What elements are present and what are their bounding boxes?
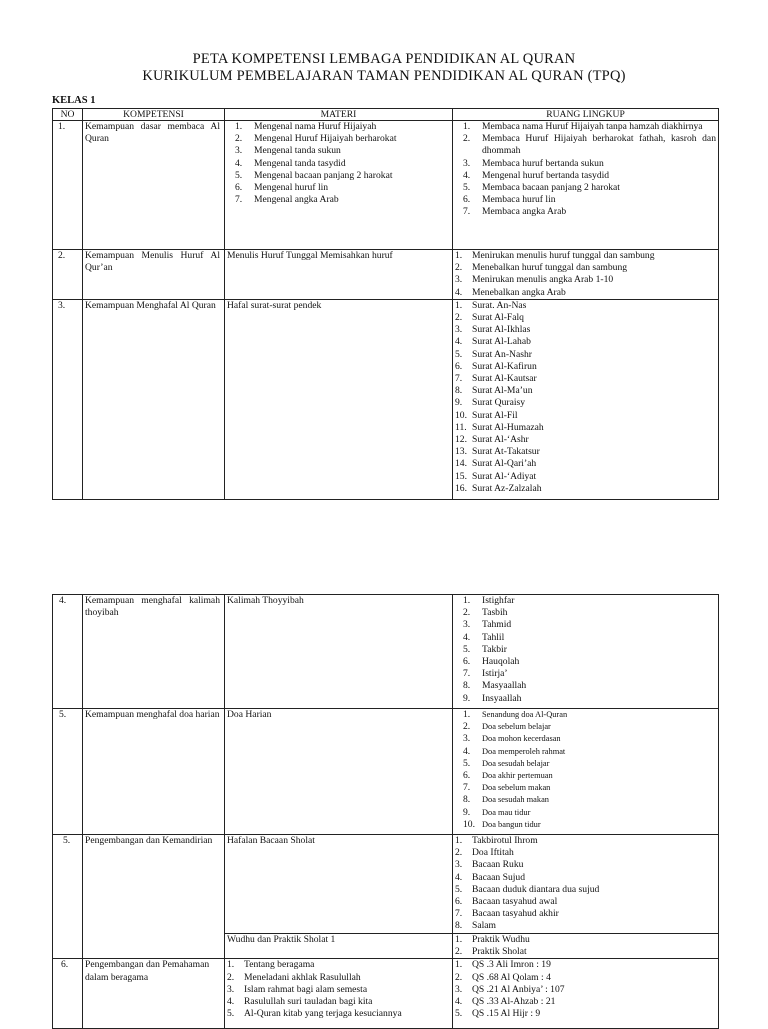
list-item: [455, 794, 716, 806]
list-item: [455, 361, 716, 373]
list-item: [455, 262, 716, 274]
list-item-text: Doa akhir pertemuan: [482, 771, 553, 781]
list-item-number: 6.: [463, 194, 471, 206]
list-item-text: Bacaan tasyahud awal: [472, 896, 558, 908]
list-item: [455, 170, 716, 182]
list-item: [455, 397, 716, 409]
list-item-number: 5.: [235, 169, 243, 181]
list-item-number: 2.: [455, 946, 463, 958]
header-no: NO: [53, 109, 83, 121]
list-item-text: Mengenal huruf lin: [254, 182, 329, 194]
list-item: [455, 859, 716, 871]
list-item-text: Mengenal nama Huruf Hijaiyah: [254, 121, 377, 132]
kompetensi-cell: Pengembangan dan Kemandirian: [83, 835, 225, 959]
ruang-lingkup-cell: [453, 121, 719, 250]
list-item: [455, 819, 716, 831]
list-item: [455, 972, 716, 984]
list-item-number: 5.: [455, 348, 463, 360]
kompetensi-cell: Kemampuan menghafal kalimah thoyibah: [83, 595, 225, 709]
list-item-number: 3.: [235, 145, 243, 157]
list-item-number: 6.: [463, 770, 471, 782]
list-item-text: Islam rahmat bagi alam semesta: [244, 983, 368, 995]
list-item: [455, 709, 716, 721]
list-item-text: Istighfar: [482, 595, 515, 606]
list-item-number: 3.: [227, 983, 235, 995]
materi-list: [227, 959, 450, 1020]
list-item: [455, 644, 716, 656]
list-item-text: Doa sebelum makan: [482, 783, 551, 793]
list-item-number: 8.: [463, 794, 471, 806]
list-item: [455, 250, 716, 262]
list-item-number: 16.: [455, 482, 467, 494]
row-number: 2.: [53, 250, 83, 300]
list-item-number: 6.: [235, 182, 243, 194]
list-item-text: Doa bangun tidur: [482, 819, 541, 829]
list-item: [455, 959, 716, 971]
list-item-text: Meneladani akhlak Rasulullah: [244, 971, 361, 983]
list-item: [455, 693, 716, 705]
list-item-text: Membaca Huruf Hijaiyah berharokat fathah, kasroh dan dhommah: [482, 133, 716, 157]
list-item-number: 7.: [235, 194, 243, 206]
list-item: [227, 984, 450, 996]
list-item: [455, 908, 716, 920]
list-item: [455, 884, 716, 896]
ruang-lingkup-list: [455, 709, 716, 831]
row-number: 6.: [53, 959, 83, 1029]
list-item-number: 1.: [455, 299, 463, 311]
list-item-text: Masyaallah: [482, 680, 527, 692]
list-item: [455, 373, 716, 385]
list-item-text: Tentang beragama: [244, 959, 315, 971]
row-number: 1.: [53, 121, 83, 250]
list-item-text: Surat Al-‘Ashr: [472, 434, 529, 446]
list-item-number: 1.: [463, 595, 471, 606]
list-item-text: Al-Quran kitab yang terjaga kesuciannya: [244, 1008, 402, 1020]
list-item: [455, 758, 716, 770]
list-item-number: 1.: [455, 250, 463, 261]
list-item: [455, 632, 716, 644]
list-item-number: 5.: [463, 643, 471, 655]
competency-table-page1: [52, 108, 719, 500]
list-item: [455, 619, 716, 631]
list-item-number: 2.: [463, 607, 471, 619]
table-header-row: [53, 109, 719, 121]
list-item-text: Tahmid: [482, 619, 512, 631]
list-item: [227, 145, 450, 157]
list-item-text: Surat Al-Ikhlas: [472, 324, 531, 336]
list-item-text: Membaca nama Huruf Hijaiyah tanpa hamzah diakhirnya: [482, 121, 703, 132]
list-item: [455, 896, 716, 908]
list-item: [455, 312, 716, 324]
list-item-text: Surat Al-Fil: [472, 409, 518, 421]
materi-cell: [225, 959, 453, 1029]
ruang-lingkup-cell: [453, 299, 719, 499]
list-item-number: 14.: [455, 458, 467, 470]
ruang-lingkup-cell: [453, 595, 719, 709]
list-item-number: 4.: [455, 996, 463, 1008]
list-item-number: 5.: [463, 182, 471, 194]
list-item-number: 1.: [227, 959, 235, 971]
list-item: [455, 410, 716, 422]
list-item: [455, 733, 716, 745]
list-item-number: 1.: [463, 709, 471, 720]
list-item-number: 4.: [463, 169, 471, 181]
table-row: [53, 250, 719, 300]
list-item: [455, 668, 716, 680]
ruang-lingkup-list: [455, 959, 716, 1020]
table-row: [53, 595, 719, 709]
list-item-number: 1.: [235, 121, 243, 132]
list-item-text: Membaca huruf lin: [482, 194, 556, 206]
list-item-text: Praktik Sholat: [472, 946, 527, 958]
list-item-text: Mengenal huruf bertanda tasydid: [482, 169, 610, 181]
list-item-number: 4.: [455, 286, 463, 298]
materi-cell: Wudhu dan Praktik Sholat 1: [225, 934, 453, 959]
list-item: [455, 300, 716, 312]
list-item-number: 3.: [455, 983, 463, 995]
list-item-number: 3.: [463, 733, 471, 745]
row-number: 4.: [53, 595, 83, 709]
list-item: [455, 336, 716, 348]
list-item-number: 4.: [455, 871, 463, 883]
list-item-number: 5.: [463, 757, 471, 769]
list-item: [227, 133, 450, 145]
list-item-text: Mengenal tanda sukun: [254, 145, 341, 157]
list-item-text: Insyaallah: [482, 692, 522, 704]
list-item-number: 9.: [463, 692, 471, 704]
list-item: [455, 158, 716, 170]
kompetensi-cell: Kemampuan Menulis Huruf Al Qur’an: [83, 250, 225, 300]
list-item-text: Doa mohon kecerdasan: [482, 734, 561, 744]
list-item-text: Menebalkan huruf tunggal dan sambung: [472, 262, 628, 274]
list-item: [455, 422, 716, 434]
list-item: [227, 121, 450, 133]
list-item-text: Bacaan duduk diantara dua sujud: [472, 883, 600, 895]
list-item-number: 3.: [463, 157, 471, 169]
ruang-lingkup-cell: [453, 934, 719, 959]
list-item-text: Doa sesudah makan: [482, 795, 549, 805]
list-item-number: 1.: [455, 959, 463, 971]
list-item: [455, 274, 716, 286]
list-item-text: Tasbih: [482, 607, 508, 619]
row-number: 5.: [53, 835, 83, 959]
ruang-lingkup-cell: [453, 835, 719, 934]
list-item-text: Doa mau tidur: [482, 807, 531, 817]
list-item-text: Salam: [472, 920, 496, 932]
list-item-text: Bacaan tasyahud akhir: [472, 908, 559, 920]
row-number: 3.: [53, 299, 83, 499]
list-item-number: 12.: [455, 434, 467, 446]
kompetensi-cell: Kemampuan Menghafal Al Quran: [83, 299, 225, 499]
materi-cell: Hafalan Bacaan Sholat: [225, 835, 453, 934]
table-row: [53, 299, 719, 499]
list-item-number: 2.: [235, 133, 243, 145]
list-item-text: Mengenal Huruf Hijaiyah berharokat: [254, 133, 397, 145]
list-item: [455, 607, 716, 619]
list-item-number: 7.: [455, 373, 463, 385]
table-row: [53, 959, 719, 1029]
table-row: [53, 709, 719, 835]
list-item-text: Menirukan menulis huruf tunggal dan sambung: [472, 250, 655, 261]
ruang-lingkup-cell: [453, 709, 719, 835]
list-item-text: QS .68 Al Qolam : 4: [472, 971, 551, 983]
list-item: [227, 158, 450, 170]
list-item-text: Takbirotul Ihrom: [472, 835, 538, 846]
list-item-text: QS .21 Al Anbiya’ : 107: [472, 983, 565, 995]
kompetensi-cell: Kemampuan menghafal doa harian: [83, 709, 225, 835]
list-item-number: 9.: [463, 806, 471, 818]
list-item: [455, 182, 716, 194]
list-item-text: Surat An-Nashr: [472, 348, 532, 360]
list-item-number: 4.: [235, 157, 243, 169]
list-item: [455, 595, 716, 607]
list-item-number: 8.: [455, 920, 463, 932]
materi-cell: Kalimah Thoyyibah: [225, 595, 453, 709]
list-item-text: Tahlil: [482, 631, 505, 643]
list-item: [455, 770, 716, 782]
list-item-number: 5.: [455, 1008, 463, 1020]
list-item-text: Surat Al-‘Adiyat: [472, 470, 537, 482]
list-item-number: 3.: [463, 619, 471, 631]
materi-cell: Doa Harian: [225, 709, 453, 835]
list-item-number: 3.: [455, 859, 463, 871]
list-item-number: 2.: [463, 721, 471, 733]
list-item-text: Menirukan menulis angka Arab 1-10: [472, 274, 614, 286]
list-item: [455, 656, 716, 668]
ruang-lingkup-cell: [453, 959, 719, 1029]
list-item-text: Surat Al-Humazah: [472, 421, 544, 433]
list-item-text: Mengenal bacaan panjang 2 harokat: [254, 169, 393, 181]
list-item: [455, 121, 716, 133]
list-item-number: 5.: [455, 883, 463, 895]
list-item-number: 1.: [455, 934, 463, 945]
list-item-number: 2.: [455, 971, 463, 983]
list-item: [455, 446, 716, 458]
list-item: [455, 946, 716, 958]
list-item-text: Surat Al-Kautsar: [472, 373, 537, 385]
header-materi: MATERI: [225, 109, 453, 121]
list-item-text: Doa memperoleh rahmat: [482, 746, 566, 756]
list-item-text: Membaca bacaan panjang 2 harokat: [482, 182, 620, 194]
list-item: [455, 483, 716, 495]
ruang-lingkup-list: [455, 121, 716, 219]
list-item-number: 1.: [455, 835, 463, 846]
list-item-text: Surat Al-Falq: [472, 312, 524, 324]
ruang-lingkup-list: [455, 934, 716, 958]
list-item-text: Istirja’: [482, 668, 508, 680]
list-item-text: Membaca angka Arab: [482, 206, 567, 218]
document-title-line1: PETA KOMPETENSI LEMBAGA PENDIDIKAN AL QURAN: [192, 51, 576, 67]
list-item-text: Surat. An-Nas: [472, 299, 527, 311]
list-item: [455, 471, 716, 483]
list-item-number: 4.: [463, 745, 471, 757]
list-item-number: 13.: [455, 446, 467, 458]
list-item-number: 7.: [463, 668, 471, 680]
list-item: [455, 458, 716, 470]
list-item-number: 8.: [455, 385, 463, 397]
list-item-text: Membaca huruf bertanda sukun: [482, 157, 604, 169]
list-item-text: Surat Al-Kafirun: [472, 360, 537, 372]
list-item: [455, 206, 716, 218]
list-item: [227, 182, 450, 194]
materi-list: [227, 121, 450, 206]
list-item-number: 8.: [463, 680, 471, 692]
list-item-number: 2.: [463, 133, 471, 145]
list-item: [455, 680, 716, 692]
document-title-line2: KURIKULUM PEMBELAJARAN TAMAN PENDIDIKAN AL QURAN (TPQ): [142, 68, 626, 84]
list-item: [227, 972, 450, 984]
list-item-number: 11.: [455, 421, 467, 433]
list-item-text: Doa Iftitah: [472, 847, 514, 859]
list-item: [455, 835, 716, 847]
list-item-number: 15.: [455, 470, 467, 482]
list-item: [455, 872, 716, 884]
list-item: [455, 782, 716, 794]
list-item: [455, 434, 716, 446]
list-item: [227, 959, 450, 971]
list-item-text: Praktik Wudhu: [472, 934, 530, 945]
ruang-lingkup-list: [455, 595, 716, 705]
header-kompetensi: KOMPETENSI: [83, 109, 225, 121]
list-item: [455, 1008, 716, 1020]
list-item-text: Surat At-Takatsur: [472, 446, 540, 458]
list-item-number: 4.: [463, 631, 471, 643]
list-item: [455, 324, 716, 336]
list-item-number: 7.: [455, 908, 463, 920]
list-item-text: Senandung doa Al-Quran: [482, 710, 568, 719]
list-item: [455, 287, 716, 299]
materi-cell: Hafal surat-surat pendek: [225, 299, 453, 499]
list-item: [455, 133, 716, 157]
list-item-number: 3.: [455, 274, 463, 286]
table-row: [53, 121, 719, 250]
list-item: [455, 349, 716, 361]
competency-table-page2: [52, 594, 719, 1029]
ruang-lingkup-list: [455, 300, 716, 495]
table-row: [53, 835, 719, 934]
list-item: [455, 194, 716, 206]
list-item: [227, 170, 450, 182]
list-item-number: 10.: [463, 818, 475, 830]
ruang-lingkup-cell: [453, 250, 719, 300]
list-item-number: 2.: [227, 971, 235, 983]
kelas-label: KELAS 1: [52, 95, 96, 106]
list-item: [227, 1008, 450, 1020]
materi-cell: Menulis Huruf Tunggal Memisahkan huruf: [225, 250, 453, 300]
list-item-number: 5.: [227, 1008, 235, 1020]
list-item: [227, 194, 450, 206]
list-item-text: QS .3 Ali Imron : 19: [472, 959, 551, 971]
list-item: [455, 807, 716, 819]
list-item: [455, 984, 716, 996]
list-item: [455, 746, 716, 758]
list-item-number: 6.: [463, 656, 471, 668]
kompetensi-cell: Pengembangan dan Pemahaman dalam beragama: [83, 959, 225, 1029]
list-item-number: 4.: [227, 996, 235, 1008]
list-item-number: 1.: [463, 121, 471, 132]
ruang-lingkup-list: [455, 835, 716, 933]
list-item-number: 2.: [455, 847, 463, 859]
list-item-text: Surat Al-Qari’ah: [472, 458, 537, 470]
list-item-number: 7.: [463, 206, 471, 218]
list-item: [455, 847, 716, 859]
list-item: [455, 721, 716, 733]
list-item-text: Doa sebelum belajar: [482, 722, 551, 732]
list-item: [455, 385, 716, 397]
list-item-text: Mengenal angka Arab: [254, 194, 339, 206]
list-item-text: Hauqolah: [482, 656, 520, 668]
list-item: [455, 996, 716, 1008]
list-item-text: Bacaan Ruku: [472, 859, 524, 871]
list-item-number: 6.: [455, 896, 463, 908]
list-item-text: Rasulullah suri tauladan bagi kita: [244, 996, 373, 1008]
list-item-number: 7.: [463, 782, 471, 794]
header-ruang-lingkup: RUANG LINGKUP: [453, 109, 719, 121]
list-item-number: 9.: [455, 397, 463, 409]
list-item-number: 3.: [455, 324, 463, 336]
list-item-text: Surat Az-Zalzalah: [472, 482, 542, 494]
list-item-number: 4.: [455, 336, 463, 348]
list-item-text: Surat Al-Ma’un: [472, 385, 533, 397]
list-item-text: Mengenal tanda tasydid: [254, 157, 346, 169]
list-item-text: QS .15 Al Hijr : 9: [472, 1008, 541, 1020]
list-item: [455, 934, 716, 946]
list-item: [455, 920, 716, 932]
list-item-text: Menebalkan angka Arab: [472, 286, 566, 298]
list-item-text: Surat Al-Lahab: [472, 336, 531, 348]
list-item-number: 2.: [455, 312, 463, 324]
list-item-text: Surat Quraisy: [472, 397, 526, 409]
list-item-text: QS .33 Al-Ahzab : 21: [472, 996, 556, 1008]
list-item-text: Doa sesudah belajar: [482, 758, 550, 768]
list-item-number: 10.: [455, 409, 467, 421]
list-item-text: Takbir: [482, 643, 507, 655]
list-item-number: 6.: [455, 360, 463, 372]
list-item-text: Bacaan Sujud: [472, 871, 526, 883]
row-number: 5.: [53, 709, 83, 835]
kompetensi-cell: Kemampuan dasar membaca Al Quran: [83, 121, 225, 250]
list-item: [227, 996, 450, 1008]
ruang-lingkup-list: [455, 250, 716, 299]
materi-cell: [225, 121, 453, 250]
list-item-number: 2.: [455, 262, 463, 274]
